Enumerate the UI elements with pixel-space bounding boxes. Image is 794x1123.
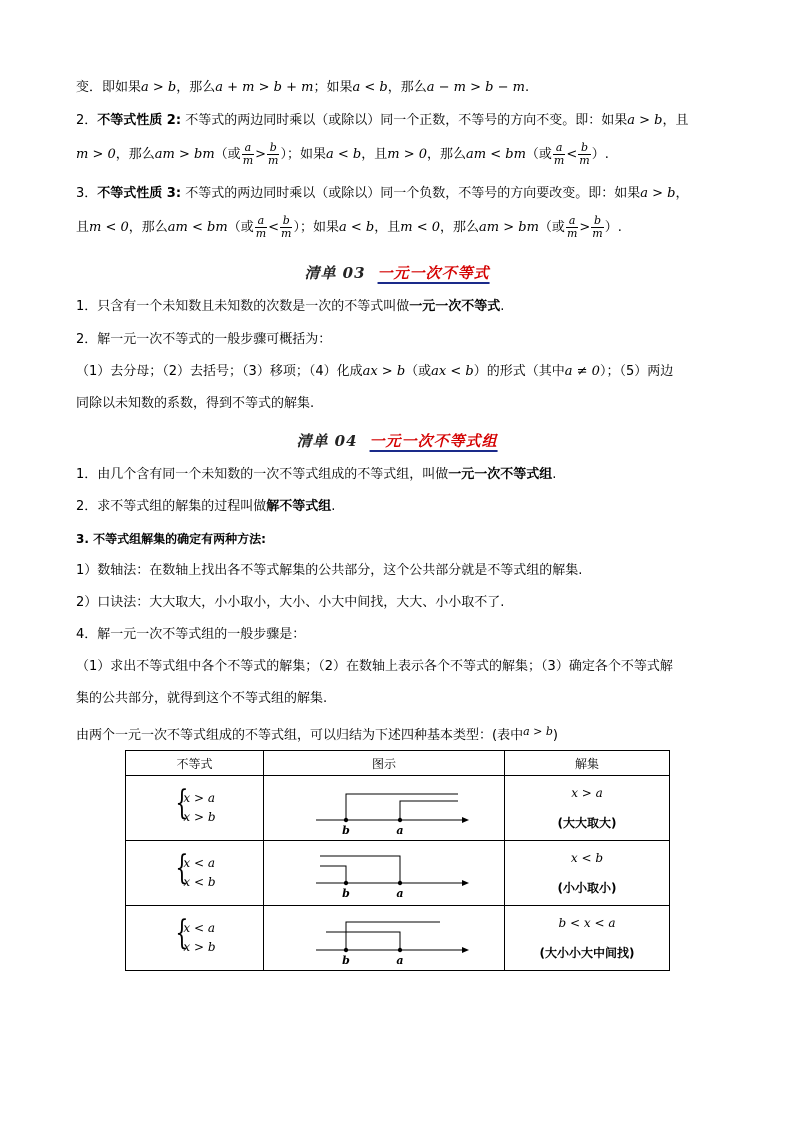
section-04-line-1: 1．由几个含有同一个未知数的一次不等式组成的不等式组，叫做一元一次不等式组.: [76, 467, 557, 482]
fraction-a-over-m: $\frac{a}{m}$: [566, 214, 578, 240]
section-04-line-5: 2）口诀法：大大取大，小小取小，大小、小大中间找，大大、小小取不了.: [76, 595, 505, 610]
solution-cell: x > a (大大取大): [505, 776, 670, 841]
solution-cell: x < b (小小取小): [505, 841, 670, 906]
section-03-line-1: 1．只含有一个未知数且未知数的次数是一次的不等式叫做一元一次不等式.: [76, 299, 505, 314]
section-heading-04: 清单 04 一元一次不等式组: [296, 432, 498, 450]
fraction-a-over-m: $\frac{a}{m}$: [553, 141, 565, 167]
number-line-between: [264, 906, 504, 967]
point-label-a: a: [396, 824, 404, 837]
property-3-line-1: 3．不等式性质 3: 不等式的两边同时乘以（或除以）同一个负数，不等号的方向要改变。即：如果a > b，: [76, 186, 689, 201]
section-04-line-2: 2．求不等式组的解集的过程叫做解不等式组.: [76, 499, 336, 514]
section-heading-03: 清单 03 一元一次不等式: [304, 264, 490, 282]
section-03-line-4: 同除以未知数的系数，得到不等式的解集.: [76, 396, 315, 411]
section-03-line-3: （1）去分母；（2）去括号；（3）移项；（4）化成ax > b（或ax < b）的形式（其中a ≠ 0）；（5）两边: [76, 364, 674, 379]
section-04-line-4: 1）数轴法：在数轴上找出各不等式解集的公共部分，这个公共部分就是不等式组的解集.: [76, 563, 583, 578]
inequality-types-table: [125, 750, 670, 971]
property-2-line-2: m > 0，那么am > bm（或 $\frac{a}{m}$ > $\frac{b}{m}$ ）；如果a < b，且m > 0，那么am < bm（或 $\frac{a}{m}$ < $\frac{b}{m}$ ）.: [76, 141, 609, 167]
point-label-b: b: [342, 824, 350, 837]
property-2-line-1: 2．不等式性质 2: 不等式的两边同时乘以（或除以）同一个正数，不等号的方向不变。即：如果a > b，且: [76, 113, 689, 128]
fraction-a-over-m: $\frac{a}{m}$: [242, 141, 254, 167]
number-line-diagram: [264, 841, 505, 906]
section-04-line-3: 3. 不等式组解集的确定有两种方法:: [76, 532, 266, 546]
table-header: 不等式: [126, 751, 264, 776]
section-04-line-6: 4．解一元一次不等式组的一般步骤是：: [76, 627, 306, 642]
number-line-diagram: [264, 906, 505, 971]
inequality-system: { x < a x > b: [126, 906, 264, 971]
table-row: [126, 906, 670, 971]
fraction-a-over-m: $\frac{a}{m}$: [255, 214, 267, 240]
number-line-less-less: [264, 841, 504, 902]
table-row: [126, 841, 670, 906]
inequality-system: { x < a x < b: [126, 841, 264, 906]
section-04-line-7: （1）求出不等式组中各个不等式的解集；（2）在数轴上表示各个不等式的解集；（3）确定各个不等式解: [76, 659, 673, 674]
section-04-line-9: 由两个一元一次不等式组成的不等式组，可以归结为下述四种基本类型：(表中$^{a > b}$): [76, 725, 558, 743]
solution-cell: b < x < a (大小小大中间找): [505, 906, 670, 971]
table-header-row: [126, 751, 670, 776]
inequality-system: { x > a x > b: [126, 776, 264, 841]
point-label-a: a: [396, 887, 404, 900]
section-04-line-8: 集的公共部分，就得到这个不等式组的解集.: [76, 691, 328, 706]
fraction-b-over-m: $\frac{b}{m}$: [579, 141, 590, 167]
fraction-b-over-m: $\frac{b}{m}$: [281, 214, 292, 240]
table-row: [126, 776, 670, 841]
fraction-b-over-m: $\frac{b}{m}$: [592, 214, 603, 240]
point-label-b: b: [342, 887, 350, 900]
point-label-b: b: [342, 954, 350, 967]
point-label-a: a: [396, 954, 404, 967]
number-line-greater-greater: [264, 776, 504, 837]
table-header: 解集: [505, 751, 670, 776]
section-03-line-2: 2．解一元一次不等式的一般步骤可概括为：: [76, 332, 332, 347]
fraction-b-over-m: $\frac{b}{m}$: [268, 141, 279, 167]
table-header: 图示: [264, 751, 505, 776]
property-1-continuation: 变．即如果a > b，那么a + m > b + m；如果a < b，那么a − m > b − m.: [76, 80, 530, 95]
number-line-diagram: [264, 776, 505, 841]
property-3-line-2: 且m < 0，那么am < bm（或 $\frac{a}{m}$ < $\frac{b}{m}$ ）；如果a < b，且m < 0，那么am > bm（或 $\frac{a}{m}$ > $\frac{b}{m}$ ）.: [76, 214, 622, 240]
